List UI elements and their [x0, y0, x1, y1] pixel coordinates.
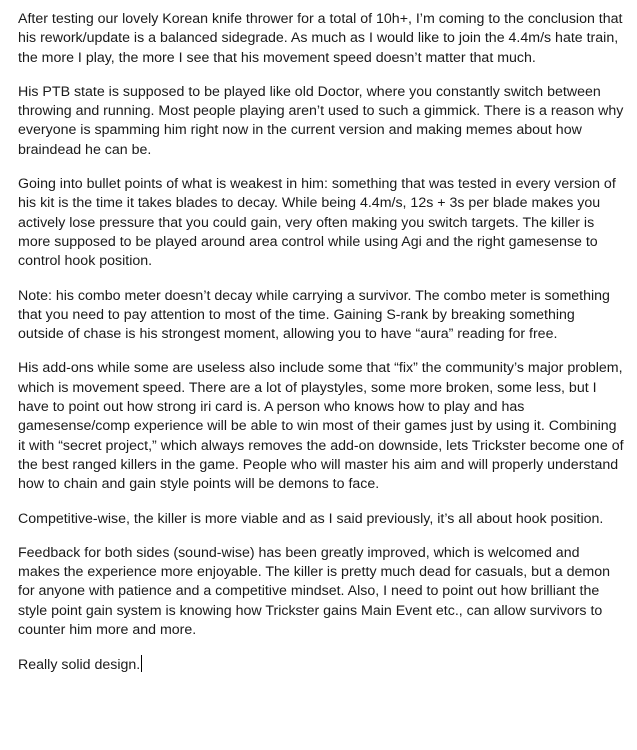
paragraph-conclusion: After testing our lovely Korean knife thrower for a total of 10h+, I’m coming to the conclusion that his rework/update is a balanced sidegrade. As much as I would like to join the 4.4m/s hate train, the more I play, the more I see that his movement speed doesn’t matter that much. — [18, 11, 623, 66]
paragraph-combo-meter-note: Note: his combo meter doesn’t decay while carrying a survivor. The combo meter is something that you need to pay attention to most of the time. Gaining S-rank by breaking something outside of chase is his strongest moment, allowing you to have “aura” reading for free. — [18, 287, 610, 343]
paragraph-final-line — [18, 655, 624, 675]
document-body[interactable] — [18, 10, 624, 676]
paragraph-weaknesses: Going into bullet points of what is weakest in him: something that was tested in every version of his kit is the time it takes blades to decay. While being 4.4m/s, 12s + 3s per blade makes you actively lose pressure that you could gain, very often making you switch targets. The killer is more supposed to be played around area control while using Agi and the right gamesense to control hook position. — [18, 176, 616, 270]
paragraph-add-ons: His add-ons while some are useless also include some that “fix” the community’s major problem, which is movement speed. There are a lot of playstyles, some more broken, some less, but I have to point out how strong iri card is. A person who knows how to play and has gamesense/comp experience will be able to win most of their games just by using it. Combining it with “secret project,” which always removes the add-on downside, lets Trickster become one of the best ranged killers in the game. People who will master his aim and will properly understand how to chain and gain style points will be demons to face. — [18, 360, 624, 493]
paragraph-competitive: Competitive-wise, the killer is more viable and as I said previously, it’s all about hook position. — [18, 510, 604, 527]
paragraph-feedback: Feedback for both sides (sound-wise) has been greatly improved, which is welcomed and makes the experience more enjoyable. The killer is pretty much dead for casuals, but a demon for anyone with patience and a competitive mindset. Also, I need to point out how brilliant the style point gain system is knowing how Trickster gains Main Event etc., can allow survivors to counter him more and more. — [18, 544, 610, 639]
final-line-text: Really solid design. — [18, 657, 141, 674]
paragraph-ptb-state: His PTB state is supposed to be played like old Doctor, where you constantly switch between throwing and running. Most people playing aren’t used to such a gimmick. There is a reason why everyone is spamming him right now in the current version and making memes about how braindead he can be. — [18, 83, 624, 158]
text-cursor — [141, 655, 142, 672]
